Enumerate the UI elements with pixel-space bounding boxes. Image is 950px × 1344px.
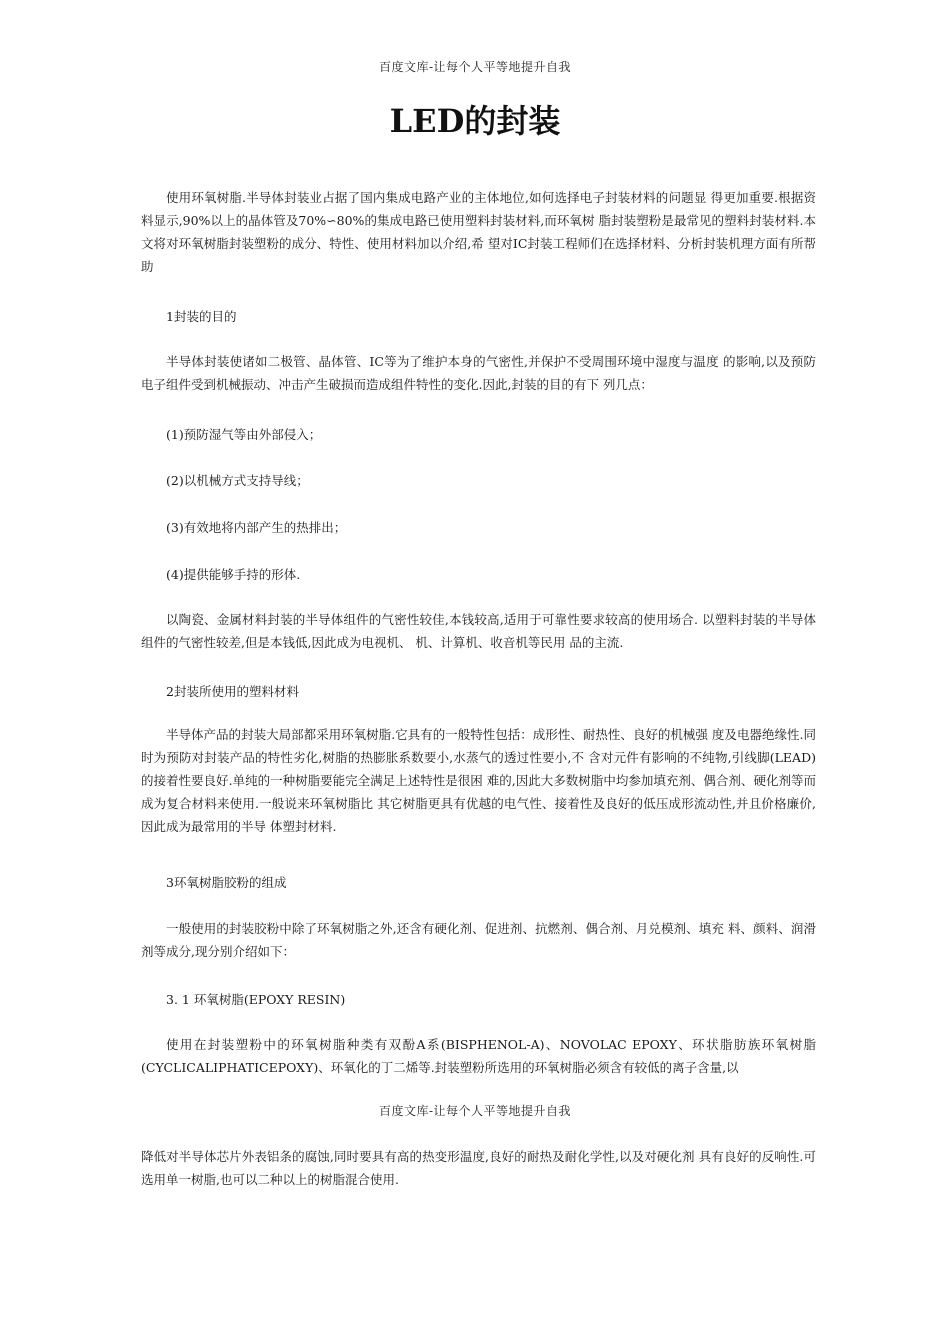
section-3-heading-block — [141, 871, 816, 894]
section-1-paragraph-block — [141, 350, 816, 396]
section-heading: 3环氧树脂胶粉的组成 — [166, 875, 287, 890]
list-item-3-block — [141, 516, 816, 539]
paragraph-2-block — [141, 608, 816, 654]
subsection-heading-block — [141, 988, 816, 1011]
section-2-paragraph-block — [141, 723, 816, 838]
body-paragraph: 半导体封装使诸如二极管、晶体管、IC等为了维护本身的气密性,并保护不受周围环境中湿度与温度 的影响,以及预防电子组件受到机械振动、冲击产生破损而造成组件特性的变化.因此,封装的目的有下 列几点： — [141, 354, 816, 392]
section-heading: 1封装的目的 — [166, 309, 237, 324]
section-3-paragraph-block — [141, 917, 816, 963]
section-heading: 2封装所使用的塑料材料 — [166, 684, 299, 699]
body-paragraph: 一般使用的封装胶粉中除了环氧树脂之外,还含有硬化剂、促进剂、抗燃剂、偶合剂、月兑模剂、填充 料、颜料、润滑剂等成分,现分别介绍如下： — [141, 921, 816, 959]
list-item-4-block — [141, 563, 816, 586]
body-paragraph: 以陶瓷、金属材料封装的半导体组件的气密性较佳,本钱较高,适用于可靠性要求较高的使用场合. 以塑料封装的半导体组件的气密性较差,但是本钱低,因此成为电视机、 机、计算机、收音机等民用 品的主流. — [141, 612, 816, 650]
subsection-heading: 3. 1 环氧树脂(EPOXY RESIN) — [166, 992, 346, 1007]
continuation-paragraph: 降低对半导体芯片外表铝条的腐蚀,同时要具有高的热变形温度,良好的耐热及耐化学性,以及对硬化剂 具有良好的反响性.可选用单一树脂,也可以二种以上的树脂混合使用. — [141, 1149, 816, 1187]
body-paragraph: 使用在封装塑粉中的环氧树脂种类有双酚A系(BISPHENOL-A)、NOVOLAC EPOXY、环状脂肪族环氧树脂(CYCLICALIPHATICEPOXY)、环氧化的丁二烯等.封装塑粉所选用的环氧树脂必须含有较低的离子含量,以 — [141, 1037, 816, 1075]
body-paragraph: 半导体产品的封装大局部都采用环氧树脂.它具有的一般特性包括：成形性、耐热性、良好的机械强 度及电器绝缘性.同时为预防对封装产品的特性劣化,树脂的热膨胀系数要小,水蒸气的透过性要小,不 含对元件有影响的不纯物,引线脚(LEAD)的接着性要良好.单纯的一种树脂要能完全满足上述特性是很困 难的,因此大多数树脂中均参加填充剂、偶合剂、硬化剂等而成为复合材料来使用.一般说来环氧树脂比 其它树脂更具有优越的电气性、接着性及良好的低压成形流动性,并且价格廉价,因此成为最常用的半导 体塑封材料. — [141, 727, 816, 834]
continuation-block — [141, 1145, 816, 1191]
page-header-repeat: 百度文库-让每个人平等地提升自我 — [378, 1104, 572, 1118]
list-item-1-block — [141, 423, 816, 446]
list-item: (1)预防湿气等由外部侵入； — [166, 427, 322, 442]
document-title: LED的封装 — [389, 102, 561, 140]
section-2-heading-block — [141, 680, 816, 703]
section-1-heading-block — [141, 305, 816, 328]
intro-paragraph: 使用环氧树脂.半导体封装业占据了国内集成电路产业的主体地位,如何选择电子封装材料的问题显 得更加重要.根据资料显示,90%以上的晶体管及70%∽80%的集成电路已使用塑料封装材料,而环氧树 脂封装塑粉是最常见的塑料封装材料.本文将对环氧树脂封装塑粉的成分、特性、使用材料加以介绍,希 望对IC封装工程师们在选择材料、分析封装机理方面有所帮助 — [141, 190, 816, 274]
list-item: (3)有效地将内部产生的热排出； — [166, 520, 347, 535]
list-item: (4)提供能够手持的形体. — [166, 567, 301, 582]
list-item: (2)以机械方式支持导线； — [166, 473, 309, 488]
page-header: 百度文库-让每个人平等地提升自我 — [378, 60, 572, 74]
list-item-2-block — [141, 469, 816, 492]
subsection-paragraph-block — [141, 1033, 816, 1079]
intro-block — [141, 186, 816, 278]
